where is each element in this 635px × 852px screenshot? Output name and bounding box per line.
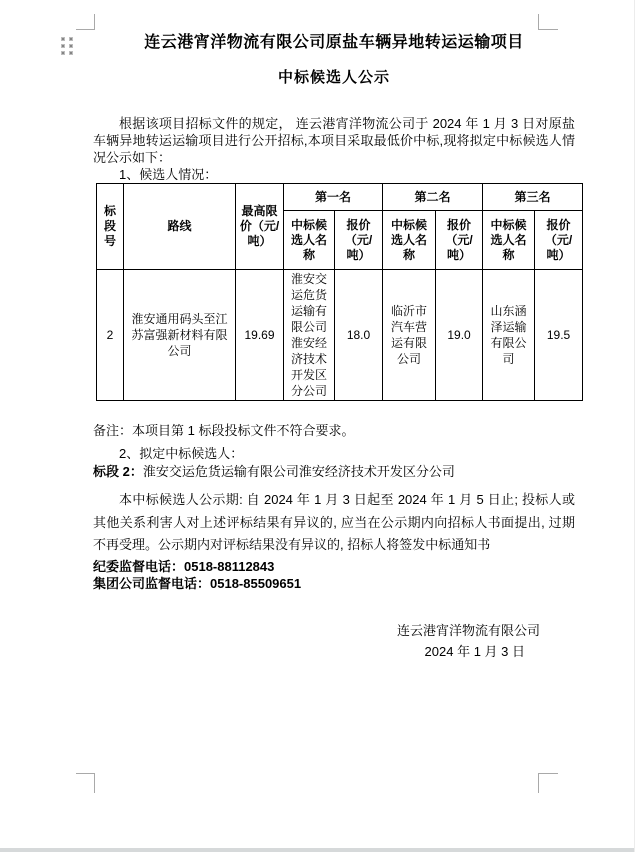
document-title: 连云港宵洋物流有限公司原盐车辆异地转运运输项目 [144, 34, 524, 51]
cell-rank1-price: 18.0 [335, 270, 383, 401]
discipline-phone-line: 纪委监督电话：0518-88112843 [93, 558, 275, 574]
cell-rank1-name: 淮安交运危货运输有限公司淮安经济技术开发区分公司 [284, 270, 335, 401]
bid-section-line [93, 463, 575, 480]
col-header-route: 路线 [124, 184, 236, 270]
cell-rank2-price: 19.0 [436, 270, 483, 401]
margin-crop-mark-bottom-left [76, 773, 95, 793]
bid-section-label: 标段 2： [93, 464, 143, 479]
cell-section-no: 2 [97, 270, 124, 401]
col-header-rank2: 第二名 [383, 184, 483, 211]
col-header-rank3: 第三名 [483, 184, 583, 211]
list-item-winners: 2、拟定中标候选人： [119, 446, 244, 461]
page-bottom-edge [0, 848, 635, 852]
col-header-max-price: 最高限价（元/吨） [236, 184, 284, 270]
group-phone-line: 集团公司监督电话：0518-85509651 [93, 575, 302, 591]
margin-crop-mark-top-left [76, 14, 95, 30]
intro-paragraph: 根据该项目招标文件的规定， 连云港宵洋物流公司于 2024 年 1 月 3 日对原盐车辆异地转运运输项目进行公开招标,本项目采取最低价中标,现将拟定中标候选人情况公示如下： [93, 116, 575, 165]
col-header-rank1-price: 报价（元/吨） [335, 211, 383, 270]
document-subtitle: 中标候选人公示 [277, 69, 390, 86]
table-row [97, 270, 583, 401]
col-header-rank3-name: 中标候选人名称 [483, 211, 535, 270]
cell-rank2-name: 临沂市汽车营运有限公司 [383, 270, 436, 401]
margin-crop-mark-top-right [538, 14, 558, 30]
signature-date: 2024 年 1 月 3 日 [424, 643, 525, 659]
col-header-rank1: 第一名 [284, 184, 383, 211]
col-header-rank2-price: 报价（元/吨） [436, 211, 483, 270]
publicity-period-paragraph: 本中标候选人公示期: 自 2024 年 1 月 3 日起至 2024 年 1 月 5 日止; 投标人或其他关系利害人对上述评标结果有异议的, 应当在公示期内向招标人书面提出, 过期不再受理。公示期内对评标结果没有异议的, 招标人将签发中标通知书 [93, 492, 575, 552]
col-header-rank2-name: 中标候选人名称 [383, 211, 436, 270]
signature-block [93, 620, 575, 662]
col-header-rank1-name: 中标候选人名称 [284, 211, 335, 270]
bid-section-winner: 淮安交运危货运输有限公司淮安经济技术开发区分公司 [142, 464, 455, 479]
signature-company: 连云港宵洋物流有限公司 [396, 622, 540, 638]
cell-route: 淮安通用码头至江苏富强新材料有限公司 [124, 270, 236, 401]
cell-rank3-name: 山东涵泽运输有限公司 [483, 270, 535, 401]
document-content [93, 33, 575, 662]
bid-candidates-table [96, 183, 583, 401]
list-item-candidates: 1、候选人情况： [119, 167, 218, 182]
margin-crop-mark-bottom-right [538, 773, 558, 793]
remark-line: 备注：本项目第 1 标段投标文件不符合要求。 [93, 423, 355, 438]
col-header-rank3-price: 报价（元/吨） [535, 211, 583, 270]
drag-handle-icon[interactable] [61, 37, 73, 55]
col-header-section-no: 标段号 [97, 184, 124, 270]
cell-max-price: 19.69 [236, 270, 284, 401]
cell-rank3-price: 19.5 [535, 270, 583, 401]
